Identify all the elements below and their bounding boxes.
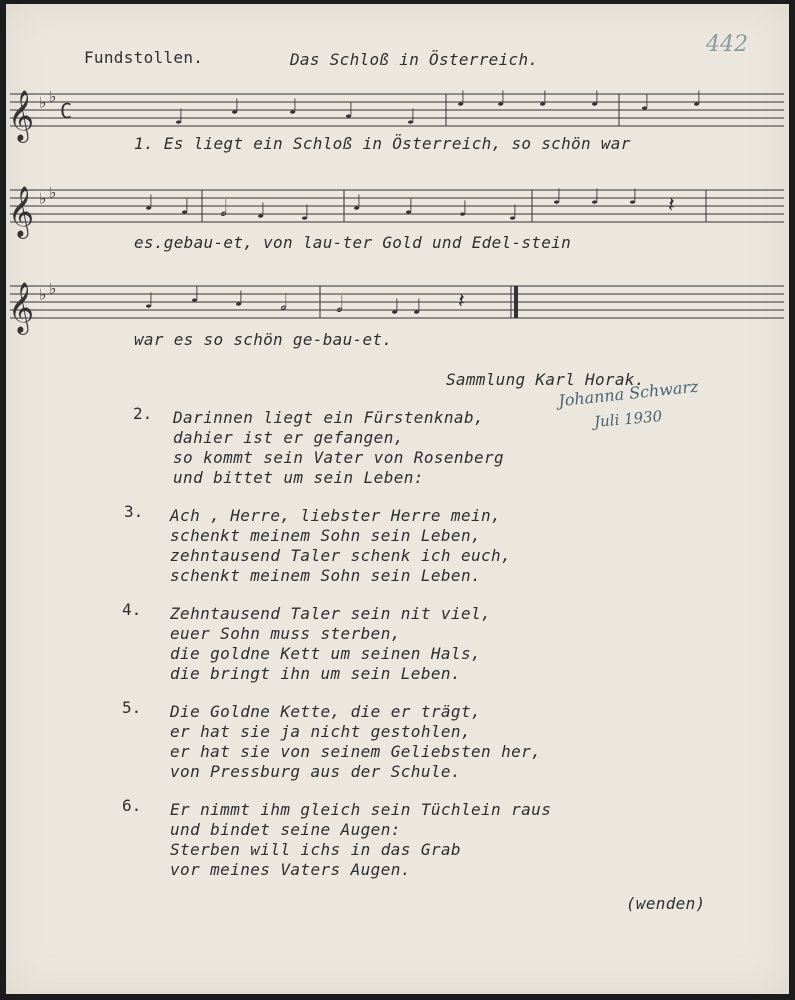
header-left-title: Fundstollen. [84, 48, 204, 67]
svg-text:♩: ♩ [286, 95, 300, 120]
svg-text:𝄽: 𝄽 [458, 289, 465, 314]
flat-sign-icon: ♭ [38, 189, 48, 208]
treble-clef-icon: 𝄞 [8, 90, 35, 141]
page-number: 442 [706, 32, 748, 57]
svg-text:𝅗𝅥: 𝅗𝅥 [280, 291, 287, 316]
stanza-number: 3. [124, 502, 144, 521]
stanza-number: 2. [133, 404, 153, 423]
svg-text:𝅗𝅥: 𝅗𝅥 [336, 293, 343, 318]
stanza-line: dahier ist er gefangen, [173, 428, 404, 447]
song-title: Das Schloß in Österreich. [290, 50, 539, 69]
svg-text:♩: ♩ [626, 185, 640, 210]
svg-text:♩: ♩ [342, 99, 356, 124]
svg-text:♩: ♩ [402, 195, 416, 220]
svg-text:♩: ♩ [404, 105, 418, 130]
svg-text:♩: ♩ [588, 185, 602, 210]
collection-credit: Sammlung Karl Horak. [446, 370, 645, 389]
stanza-line: schenkt meinem Sohn sein Leben. [170, 566, 482, 585]
handwritten-name: Johanna Schwarz [557, 376, 700, 411]
svg-text:♩: ♩ [232, 287, 246, 312]
flat-sign-icon: ♭ [48, 87, 58, 106]
music-staff-3 [6, 280, 789, 340]
stanza-line: zehntausend Taler schenk ich euch, [170, 546, 512, 565]
svg-text:♩: ♩ [494, 87, 508, 112]
svg-text:♩: ♩ [550, 185, 564, 210]
svg-text:♩: ♩ [298, 201, 312, 226]
svg-text:♩: ♩ [142, 289, 156, 314]
svg-text:♩: ♩ [456, 197, 470, 222]
flat-sign-icon: ♭ [48, 183, 58, 202]
svg-text:𝄽: 𝄽 [668, 193, 675, 218]
stanza-line: er hat sie von seinem Geliebsten her, [170, 742, 542, 761]
stanza-line: und bindet seine Augen: [170, 820, 401, 839]
stanza-line: von Pressburg aus der Schule. [170, 762, 461, 781]
svg-text:♩: ♩ [178, 195, 192, 220]
stanza-number: 5. [122, 698, 142, 717]
stanza-line: schenkt meinem Sohn sein Leben, [170, 526, 482, 545]
lyrics-line-3: war es so schön ge-bau-et. [134, 330, 393, 349]
treble-clef-icon: 𝄞 [8, 186, 35, 237]
stanza-line: Zehntausend Taler sein nit viel, [170, 604, 492, 623]
treble-clef-icon: 𝄞 [8, 282, 35, 333]
svg-text:♩: ♩ [536, 87, 550, 112]
stanza-line: Darinnen liegt ein Fürstenknab, [173, 408, 485, 427]
stanza-line: Sterben will ichs in das Grab [170, 840, 461, 859]
stanza-line: euer Sohn muss sterben, [170, 624, 401, 643]
svg-text:♩: ♩ [588, 87, 602, 112]
svg-text:𝅗𝅥: 𝅗𝅥 [220, 197, 227, 222]
svg-text:♩: ♩ [254, 199, 268, 224]
svg-text:♩: ♩ [142, 191, 156, 216]
svg-text:♩: ♩ [690, 87, 704, 112]
svg-text:♩: ♩ [188, 283, 202, 308]
handwritten-date: Juli 1930 [593, 407, 663, 431]
svg-text:♩: ♩ [410, 295, 424, 320]
stanza-line: Ach , Herre, liebster Herre mein, [170, 506, 502, 525]
svg-text:♩: ♩ [228, 95, 242, 120]
stanza-line: die goldne Kett um seinen Hals, [170, 644, 482, 663]
svg-text:♩: ♩ [454, 87, 468, 112]
flat-sign-icon: ♭ [38, 93, 48, 112]
stanza-number: 4. [122, 600, 142, 619]
manuscript-page [6, 4, 789, 994]
stanza-line: Die Goldne Kette, die er trägt, [170, 702, 482, 721]
stanza-number: 6. [122, 796, 142, 815]
stanza-line: Er nimmt ihm gleich sein Tüchlein raus [170, 800, 552, 819]
stanza-line: vor meines Vaters Augen. [170, 860, 411, 879]
turn-page-note: (wenden) [626, 894, 706, 913]
svg-text:♩: ♩ [638, 91, 652, 116]
common-time-icon: C [60, 99, 73, 123]
stanza-line: und bittet um sein Leben: [173, 468, 424, 487]
stanza-line: so kommt sein Vater von Rosenberg [173, 448, 505, 467]
stanza-line: er hat sie ja nicht gestohlen, [170, 722, 471, 741]
flat-sign-icon: ♭ [48, 279, 58, 298]
stanza-line: die bringt ihn um sein Leben. [170, 664, 461, 683]
svg-text:♩: ♩ [506, 201, 520, 226]
svg-text:♩: ♩ [350, 191, 364, 216]
lyrics-line-1: 1. Es liegt ein Schloß in Österreich, so schön war [134, 134, 631, 153]
svg-text:♩: ♩ [172, 105, 186, 130]
flat-sign-icon: ♭ [38, 285, 48, 304]
lyrics-line-2: es.gebau-et, von lau-ter Gold und Edel-stein [134, 233, 572, 252]
svg-text:♩: ♩ [388, 295, 402, 320]
